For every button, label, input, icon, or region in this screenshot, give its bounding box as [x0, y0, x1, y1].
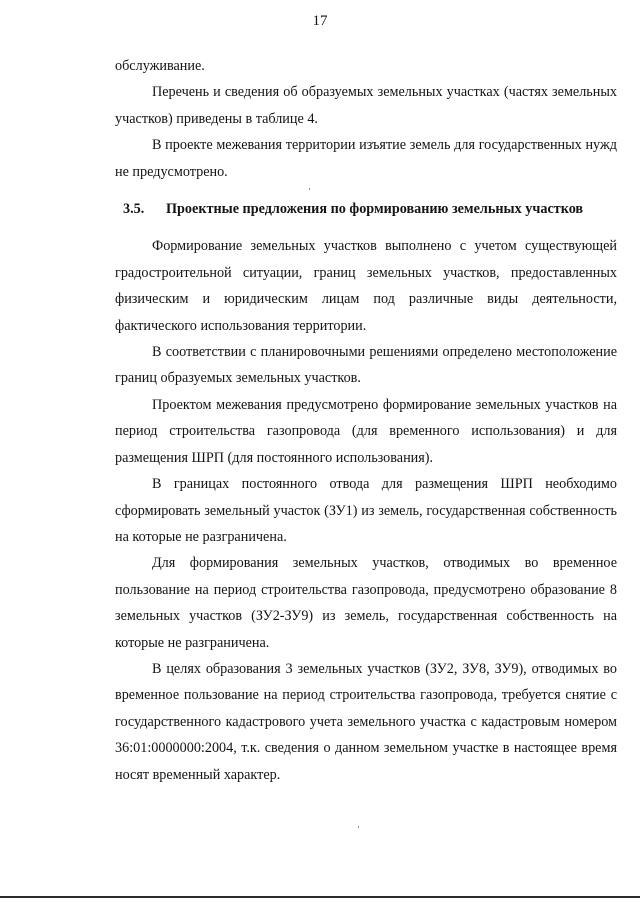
- paragraph: В границах постоянного отвода для размещения ШРП необходимо сформировать земельный участок (ЗУ1) из земель, государственная собственность на которые не разграничена.: [115, 476, 617, 545]
- paragraph: Для формирования земельных участков, отводимых во временное пользование на период строительства газопровода, предусмотрено образование 8 земельных участков (ЗУ2-ЗУ9) из земель, государственная собственность на которые не разграничена.: [115, 555, 617, 651]
- paragraph: Перечень и сведения об образуемых земельных участках (частях земельных участков) приведены в таблице 4.: [115, 84, 617, 127]
- paragraph: В соответствии с планировочными решениями определено местоположение границ образуемых земельных участков.: [115, 344, 617, 387]
- paragraph: Проектом межевания предусмотрено формирование земельных участков на период строительства газопровода (для временного использования) и для размещения ШРП (для постоянного использования).: [115, 396, 617, 466]
- scan-speck: [358, 826, 359, 828]
- page-number: 17: [312, 13, 328, 29]
- section-heading: [115, 196, 617, 222]
- paragraph: обслуживание.: [115, 58, 205, 74]
- paragraph: Формирование земельных участков выполнено с учетом существующей градостроительной ситуации, границ земельных участков, предоставленных физическим и юридическим лицам под различные виды деятельности, фактического использования территории.: [115, 238, 617, 334]
- section-title: Проектные предложения по формированию земельных участков: [166, 201, 584, 218]
- scan-edge-line: [0, 896, 640, 898]
- scan-speck: [309, 188, 310, 190]
- paragraph: В проекте межевания территории изъятие земель для государственных нужд не предусмотрено.: [115, 137, 617, 180]
- section-number: 3.5.: [123, 201, 145, 218]
- paragraph: В целях образования 3 земельных участков (ЗУ2, ЗУ8, ЗУ9), отводимых во временное пользование на период строительства газопровода, требуется снятие с государственного кадастрового учета земельного участка с кадастровым номером 36:01:0000000:2004, т.к. сведения о данном земельном участке в настоящее время носят временный характер.: [115, 660, 617, 783]
- document-body: [115, 53, 617, 788]
